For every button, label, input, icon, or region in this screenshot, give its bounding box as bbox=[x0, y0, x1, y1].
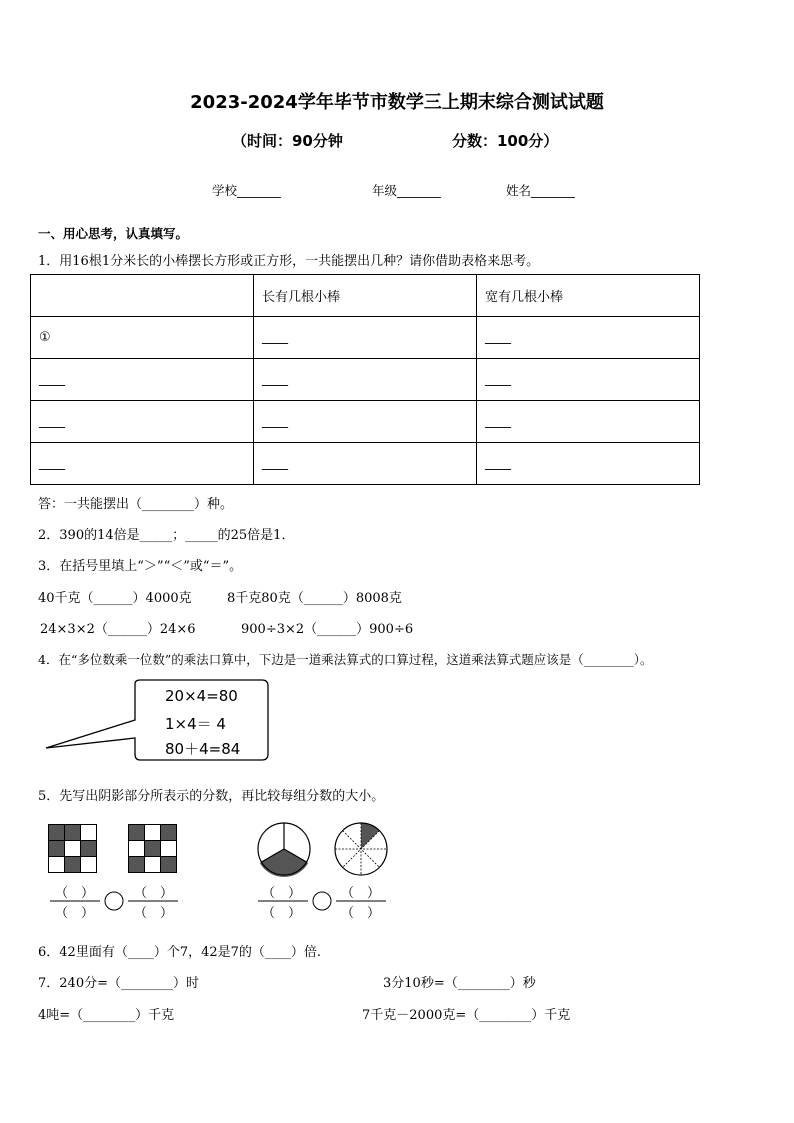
question-6: 6．42里面有（____）个7，42是7的（____）倍. bbox=[38, 945, 322, 960]
question-5: 5．先写出阴影部分所表示的分数，再比较每组分数的大小。 bbox=[38, 789, 385, 804]
q1-answer: 答：一共能摆出（________）种。 bbox=[38, 497, 234, 512]
table-row bbox=[31, 317, 700, 359]
table-cell: ① bbox=[31, 317, 254, 359]
fraction-denominator: （ ） bbox=[262, 906, 302, 921]
fraction-numerator: （ ） bbox=[341, 886, 381, 901]
table-cell: ____ bbox=[31, 401, 254, 443]
question-4: 4．在“多位数乘一位数”的乘法口算中，下边是一道乘法算式的口算过程，这道乘法算式题应该是（________）。 bbox=[38, 652, 653, 667]
name-field: 姓名_______ bbox=[506, 183, 575, 198]
fraction-numerator: （ ） bbox=[55, 886, 95, 901]
table-cell bbox=[31, 275, 254, 317]
table-cell: ____ bbox=[477, 443, 700, 485]
question-7d: 7千克－2000克=（________）千克 bbox=[362, 1008, 571, 1023]
question-7a: 7．240分=（________）时 bbox=[38, 976, 199, 991]
bubble-line-3: 80＋4=84 bbox=[165, 740, 241, 758]
section-heading: 一、用心思考，认真填写。 bbox=[38, 226, 189, 241]
table-cell: ____ bbox=[31, 443, 254, 485]
exam-time: （时间：90分钟 bbox=[232, 132, 343, 150]
bubble-line-2: 1×4＝ 4 bbox=[165, 715, 226, 733]
table-cell: ____ bbox=[477, 359, 700, 401]
table-cell: ____ bbox=[477, 317, 700, 359]
q1-table bbox=[30, 274, 700, 485]
speech-bubble bbox=[40, 676, 280, 766]
table-cell: ____ bbox=[31, 359, 254, 401]
table-row bbox=[31, 401, 700, 443]
shaded-grid-right bbox=[128, 824, 178, 874]
question-2: 2．390的14倍是_____；_____的25倍是1． bbox=[38, 528, 295, 543]
table-cell: ____ bbox=[254, 317, 477, 359]
table-cell: ____ bbox=[254, 443, 477, 485]
table-header-row bbox=[31, 275, 700, 317]
question-7b: 3分10秒=（________）秒 bbox=[383, 976, 536, 991]
q3-item-a: 40千克（______）4000克 bbox=[38, 591, 192, 606]
exam-score: 分数：100分） bbox=[452, 132, 559, 150]
question-3: 3．在括号里填上“＞”“＜”或“＝”。 bbox=[38, 559, 243, 574]
shaded-circle-right bbox=[333, 822, 389, 878]
fraction-lines bbox=[48, 888, 393, 918]
q3-item-d: 900÷3×2（______）900÷6 bbox=[241, 622, 414, 637]
q3-item-c: 24×3×2（______）24×6 bbox=[40, 622, 196, 637]
shaded-circle-left bbox=[256, 822, 312, 878]
bubble-line-1: 20×4=80 bbox=[165, 687, 238, 705]
table-cell: ____ bbox=[254, 359, 477, 401]
fraction-denominator: （ ） bbox=[341, 906, 381, 921]
question-7c: 4吨=（________）千克 bbox=[38, 1008, 175, 1023]
table-cell: 长有几根小棒 bbox=[254, 275, 477, 317]
fraction-numerator: （ ） bbox=[262, 886, 302, 901]
table-row bbox=[31, 359, 700, 401]
table-row bbox=[31, 443, 700, 485]
table-cell: 宽有几根小棒 bbox=[477, 275, 700, 317]
fraction-denominator: （ ） bbox=[55, 906, 95, 921]
question-1: 1．用16根1分米长的小棒摆长方形或正方形，一共能摆出几种？请你借助表格来思考。 bbox=[38, 254, 540, 269]
fraction-denominator: （ ） bbox=[134, 906, 174, 921]
table-cell: ____ bbox=[254, 401, 477, 443]
shaded-grid-left bbox=[48, 824, 98, 874]
grade-field: 年级_______ bbox=[372, 183, 441, 198]
page-title: 2023-2024学年毕节市数学三上期末综合测试试题 bbox=[190, 92, 604, 113]
table-cell: ____ bbox=[477, 401, 700, 443]
school-field: 学校_______ bbox=[212, 183, 281, 198]
q3-item-b: 8千克80克（______）8008克 bbox=[227, 591, 402, 606]
fraction-numerator: （ ） bbox=[134, 886, 174, 901]
